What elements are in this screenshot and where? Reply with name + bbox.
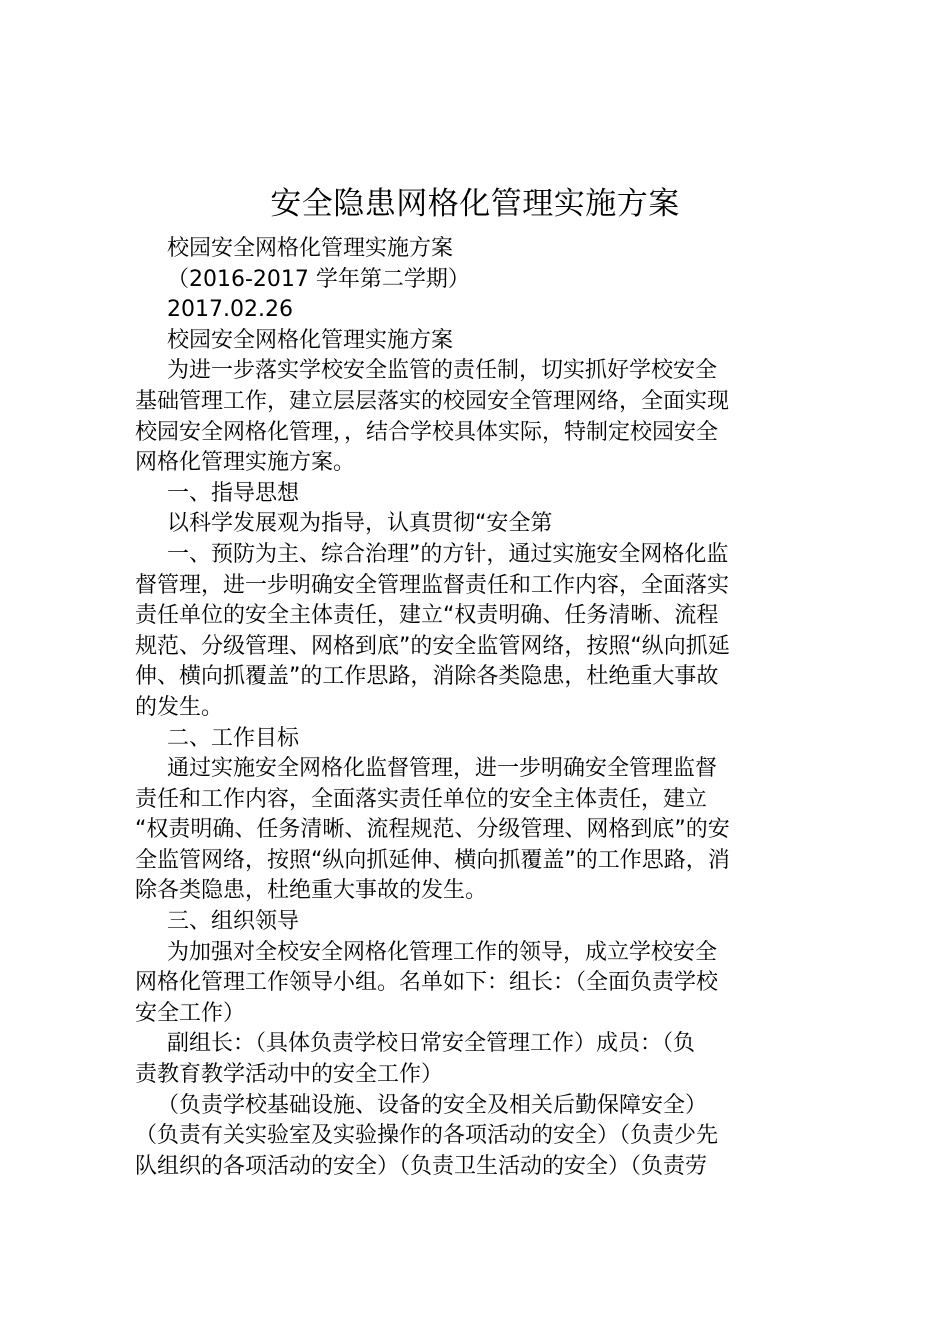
paragraph-line: “权责明确、任务清晰、流程规范、分级管理、网格到底”的安 xyxy=(135,817,730,843)
subtitle-line: 校园安全网格化管理实施方案 xyxy=(167,236,454,261)
date-line: 2017.02.26 xyxy=(167,297,293,323)
paragraph-line: 副组长：（具体负责学校日常安全管理工作）成员：（负 xyxy=(167,1031,696,1057)
paragraph-line: 伸、横向抓覆盖”的工作思路，消除各类隐患，杜绝重大事故 xyxy=(135,664,719,690)
section-heading: 三、组织领导 xyxy=(167,909,300,935)
paragraph-line: 基础管理工作，建立层层落实的校园安全管理网络，全面实现 xyxy=(135,388,730,414)
paragraph-line: 责教育教学活动中的安全工作） xyxy=(135,1062,444,1088)
paragraph-line: 的发生。 xyxy=(135,694,224,720)
document-body xyxy=(135,234,825,1182)
paragraph-line: 安全工作） xyxy=(135,1000,246,1026)
paragraph-line: 队组织的各项活动的安全）（负责卫生活动的安全）（负责劳 xyxy=(135,1153,708,1179)
section-heading: 一、指导思想 xyxy=(167,480,300,506)
paragraph-line: 责任单位的安全主体责任，建立“权责明确、任务清晰、流程 xyxy=(135,603,719,629)
paragraph-line: （负责学校基础设施、设备的安全及相关后勤保障安全） xyxy=(157,1092,708,1118)
paragraph-line: 规范、分级管理、网格到底”的安全监管网络，按照“纵向抓延 xyxy=(135,633,730,659)
paragraph-line: 为加强对全校安全网格化管理工作的领导，成立学校安全 xyxy=(167,939,718,965)
paragraph-line: 通过实施安全网格化监督管理，进一步明确安全管理监督 xyxy=(167,756,718,782)
paragraph-line: 校园安全网格化管理，，结合学校具体实际，特制定校园安全 xyxy=(135,419,719,445)
paragraph-line: 督管理，进一步明确安全管理监督责任和工作内容，全面落实 xyxy=(135,572,730,598)
paragraph-line: 网格化管理工作领导小组。名单如下：组长：（全面负责学校 xyxy=(135,970,719,996)
document-title: 安全隐患网格化管理实施方案 xyxy=(270,186,680,222)
paragraph-line: 为进一步落实学校安全监管的责任制，切实抓好学校安全 xyxy=(167,358,718,384)
paragraph-line: 全监管网络，按照“纵向抓延伸、横向抓覆盖”的工作思路，消 xyxy=(135,847,730,873)
paragraph-line: 一、预防为主、综合治理”的方针，通过实施安全网格化监 xyxy=(167,541,729,567)
paragraph-line: 除各类隐患，杜绝重大事故的发生。 xyxy=(135,878,488,904)
semester-line: （2016-2017 学年第二学期） xyxy=(167,266,470,292)
section-heading: 二、工作目标 xyxy=(167,725,300,751)
paragraph-line: 责任和工作内容，全面落实责任单位的安全主体责任，建立 xyxy=(135,786,708,812)
subtitle-line: 校园安全网格化管理实施方案 xyxy=(167,327,454,353)
paragraph-line: 网格化管理实施方案。 xyxy=(135,450,356,476)
paragraph-line: （负责有关实验室及实验操作的各项活动的安全）（负责少先 xyxy=(135,1123,719,1149)
paragraph-line: 以科学发展观为指导，认真贯彻“安全第 xyxy=(167,511,553,537)
